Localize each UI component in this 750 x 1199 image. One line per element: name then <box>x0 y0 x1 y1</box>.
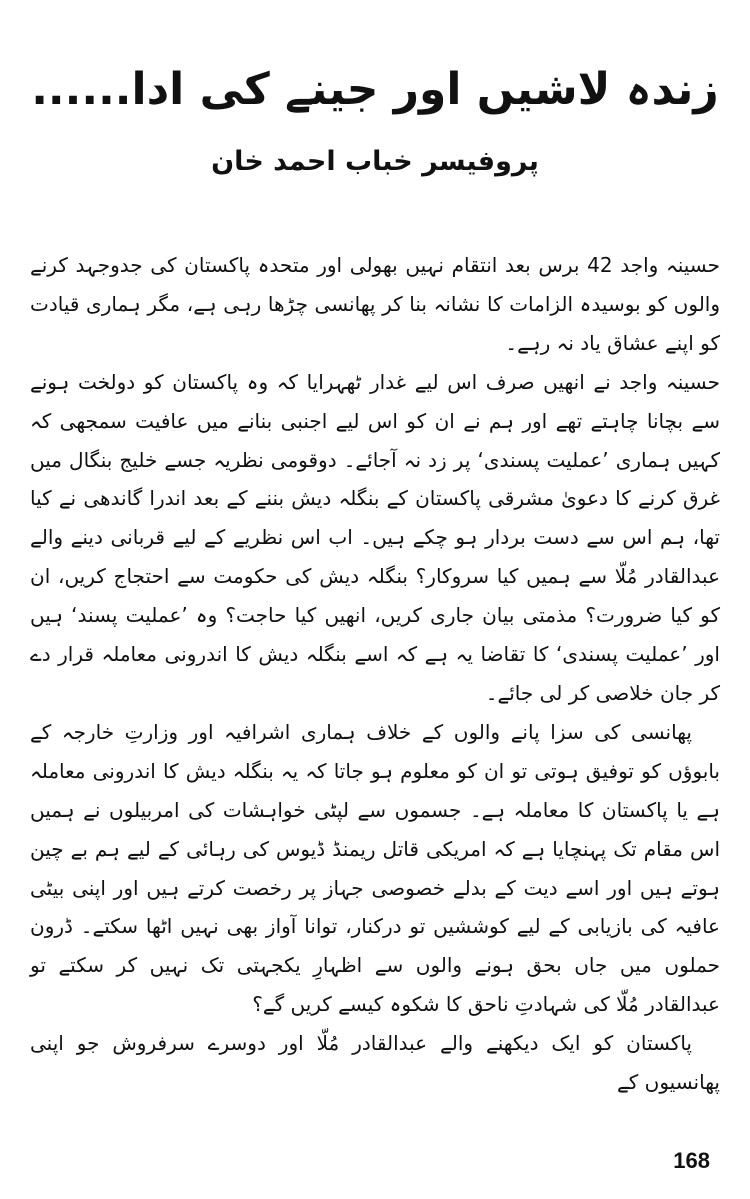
paragraph-1: حسینہ واجد 42 برس بعد انتقام نہیں بھولی اور متحدہ پاکستان کی جدوجہد کرنے والوں کو بوسیدہ الزامات کا نشانہ بنا کر پھانسی چڑھا رہی ہے، مگر ہماری قیادت کو اپنے عشاق یاد نہ رہے۔ <box>30 253 720 355</box>
article-title: زندہ لاشیں اور جینے کی ادا...... <box>31 64 719 115</box>
page-number: 168 <box>673 1148 710 1173</box>
author-name: پروفیسر خباب احمد خان <box>211 146 539 177</box>
paragraph-4: پاکستان کو ایک دیکھنے والے عبدالقادر مُلّا اور دوسرے سرفروش جو اپنی پھانسیوں کے <box>30 1031 720 1095</box>
article-body <box>30 246 720 1102</box>
paragraph-2: حسینہ واجد نے انھیں صرف اس لیے غدار ٹھہرایا کہ وہ پاکستان کو دولخت ہونے سے بچانا چاہتے تھے اور ہم نے ان کو اس لیے اجنبی بنانے میں عافیت سمجھی کہ کہیں ہماری ’عملیت پسندی‘ پر زد نہ آجائے۔ دوقومی نظریہ جسے خلیج بنگال میں غرق کرنے کا دعویٰ مشرقی پاکستان کے بنگلہ دیش بننے کے بعد اندرا گاندھی نے کیا تھا، ہم اس سے دست بردار ہو چکے ہیں۔ اب اس نظریے کے لیے قربانی دینے والے عبدالقادر مُلّا سے ہمیں کیا سروکار؟ بنگلہ دیش کی حکومت سے احتجاج کریں، ان کو کیا ضرورت؟ مذمتی بیان جاری کریں، انھیں کیا حاجت؟ وہ ’عملیت پسند‘ ہیں اور ’عملیت پسندی‘ کا تقاضا یہ ہے کہ اسے بنگلہ دیش کا اندرونی معاملہ قرار دے کر جان خلاصی کر لی جائے۔ <box>30 369 720 705</box>
paragraph-3: پھانسی کی سزا پانے والوں کے خلاف ہماری اشرافیہ اور وزارتِ خارجہ کے بابوؤں کو توفیق ہوتی تو ان کو معلوم ہو جاتا کہ یہ بنگلہ دیش کا اندرونی معاملہ ہے یا پاکستان کا معاملہ ہے۔ جسموں سے لپٹی خواہشات کی امربیلوں نے ہمیں اس مقام تک پہنچایا ہے کہ امریکی قاتل ریمنڈ ڈیوس کی رہائی کے لیے ہم بے چین ہوتے ہیں اور اسے دیت کے بدلے خصوصی جہاز پر رخصت کرتے ہیں اور اپنی بیٹی عافیہ کی بازیابی کے لیے کوششیں تو درکنار، توانا آواز بھی نہیں اٹھا سکتے۔ ڈرون حملوں میں جاں بحق ہونے والوں سے اظہارِ یکجہتی تک نہیں کر سکتے تو عبدالقادر مُلّا کی شہادتِ ناحق کا شکوہ کیسے کریں گے؟ <box>30 719 720 1017</box>
